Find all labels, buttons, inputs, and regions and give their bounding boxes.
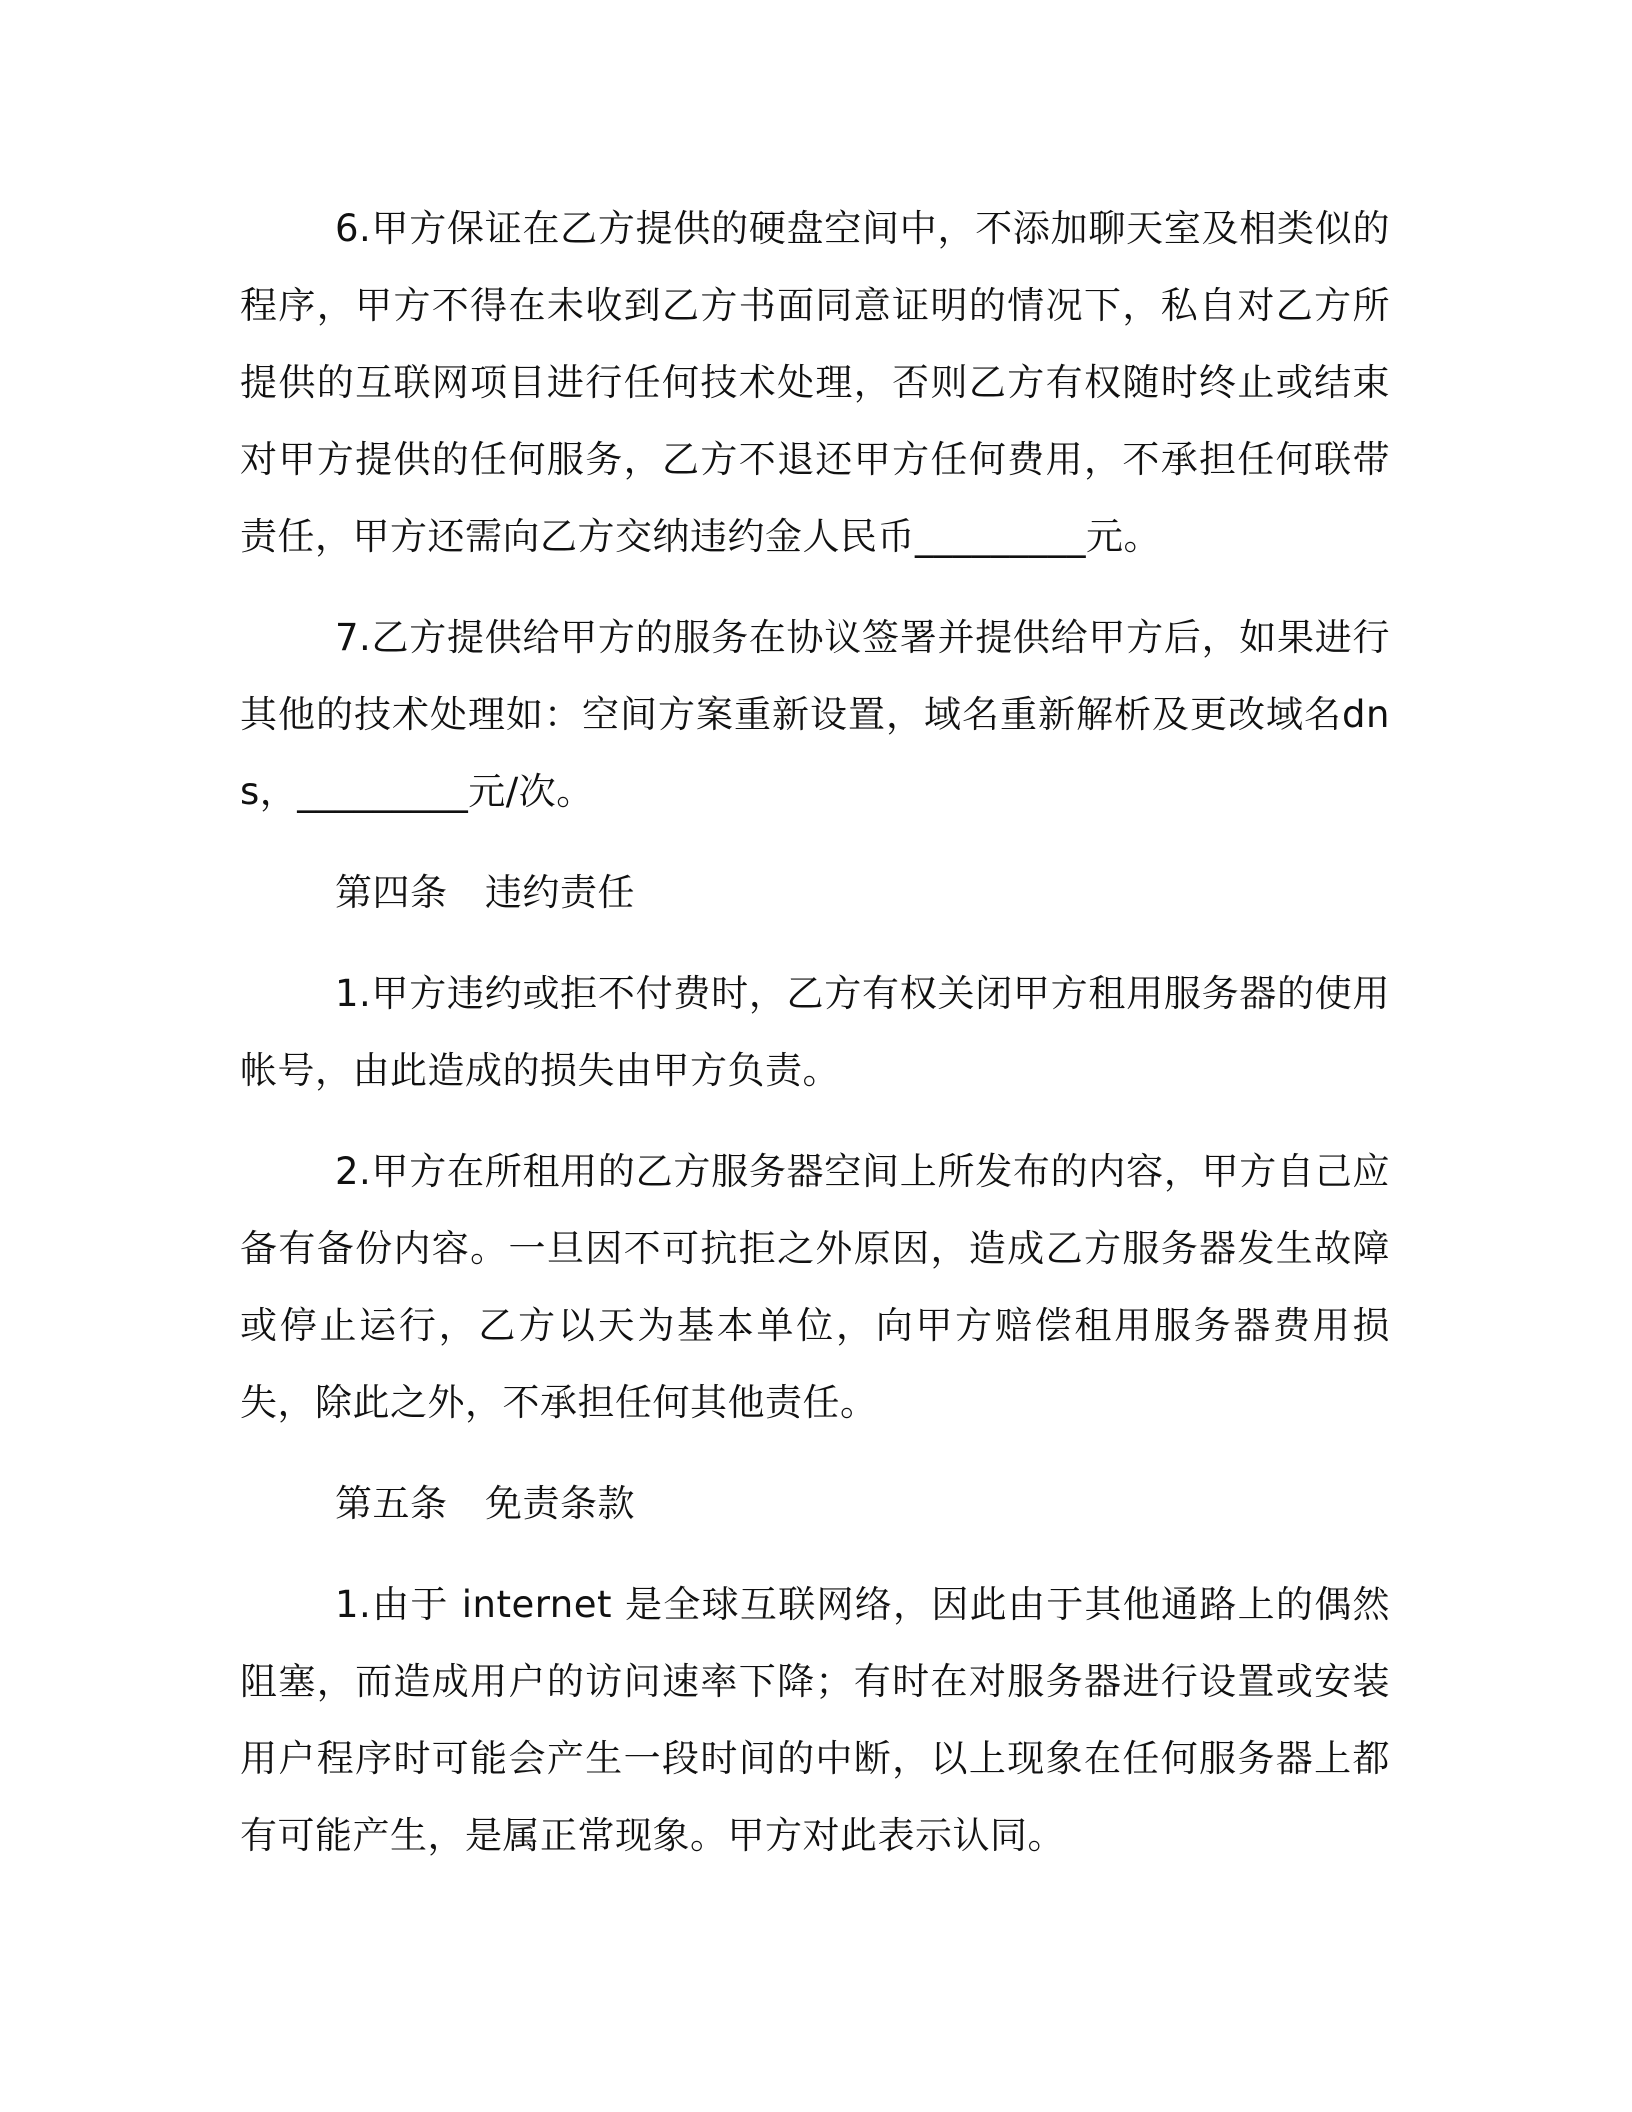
clause-paragraph-4-2: 2.甲方在所租用的乙方服务器空间上所发布的内容，甲方自己应备有备份内容。一旦因不可抗拒之外原因，造成乙方服务器发生故障或停止运行，乙方以天为基本单位，向甲方赔偿租用服务器费用损失，除此之外，不承担任何其他责任。 (240, 1150, 1390, 1424)
clause-paragraph-7: 7.乙方提供给甲方的服务在协议签署并提供给甲方后，如果进行其他的技术处理如：空间方案重新设置，域名重新解析及更改域名dns，_________元/次。 (240, 616, 1390, 813)
clause-paragraph-6: 6.甲方保证在乙方提供的硬盘空间中，不添加聊天室及相类似的程序，甲方不得在未收到乙方书面同意证明的情况下，私自对乙方所提供的互联网项目进行任何技术处理，否则乙方有权随时终止或结束对甲方提供的任何服务，乙方不退还甲方任何费用，不承担任何联带责任，甲方还需向乙方交纳违约金人民币_________元。 (240, 207, 1390, 558)
clause-paragraph-5-1: 1.由于 internet 是全球互联网络，因此由于其他通路上的偶然阻塞，而造成用户的访问速率下降；有时在对服务器进行设置或安装用户程序时可能会产生一段时间的中断，以上现象在任何服务器上都有可能产生，是属正常现象。甲方对此表示认同。 (240, 1583, 1390, 1857)
section-heading-article-5: 第五条 免责条款 (335, 1482, 635, 1525)
clause-paragraph-4-1: 1.甲方违约或拒不付费时，乙方有权关闭甲方租用服务器的使用帐号，由此造成的损失由甲方负责。 (240, 972, 1390, 1092)
document-body (240, 190, 1390, 1898)
section-heading-article-4: 第四条 违约责任 (335, 871, 635, 914)
